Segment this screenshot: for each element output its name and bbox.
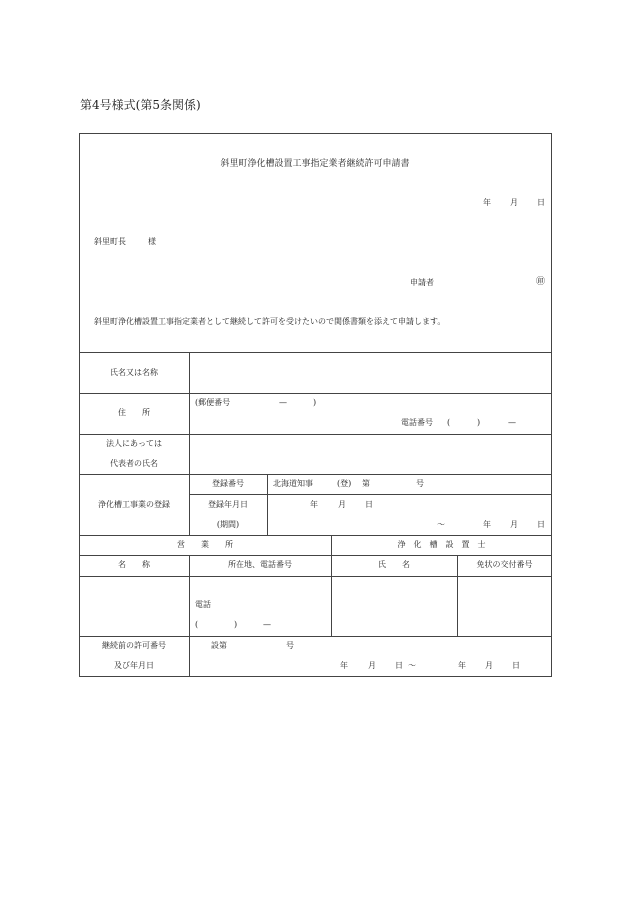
reg-period-day: 日 bbox=[537, 520, 545, 529]
frame-top bbox=[79, 133, 552, 134]
reg-issuer: 北海道知事 bbox=[273, 479, 313, 488]
frame-left bbox=[79, 133, 80, 677]
reg-period-tilde: ～ bbox=[437, 520, 445, 529]
previous-day: 日 bbox=[395, 661, 403, 670]
col-line-previous bbox=[189, 636, 190, 676]
date-year: 年 bbox=[483, 198, 491, 207]
previous-label-1: 継続前の許可番号 bbox=[102, 641, 166, 650]
postal-label: (郵便番号 bbox=[195, 398, 231, 407]
reg-number-label: 登録番号 bbox=[212, 479, 244, 488]
phone-close: ) bbox=[477, 418, 481, 427]
seal-mark: ㊞ bbox=[536, 277, 546, 287]
addressee-name: 斜里町長 bbox=[94, 237, 126, 246]
reg-period-year: 年 bbox=[483, 520, 491, 529]
row-line-2 bbox=[79, 393, 552, 394]
tech-name-header: 氏 名 bbox=[378, 560, 410, 569]
row-line-3 bbox=[79, 434, 552, 435]
previous-end-year: 年 bbox=[458, 661, 466, 670]
previous-go: 号 bbox=[286, 641, 294, 650]
reg-date-label: 登録年月日 bbox=[208, 500, 248, 509]
frame-bottom bbox=[79, 676, 552, 677]
technicians-header: 浄 化 槽 設 置 士 bbox=[397, 540, 486, 549]
phone-open: ( bbox=[447, 418, 451, 427]
address-label: 住 所 bbox=[118, 408, 150, 417]
previous-setsu: 設第 bbox=[211, 641, 227, 650]
reg-month: 月 bbox=[338, 500, 346, 509]
previous-year: 年 bbox=[340, 661, 348, 670]
date-month: 月 bbox=[510, 198, 518, 207]
reg-year: 年 bbox=[310, 500, 318, 509]
previous-label-2: 及び年月日 bbox=[114, 661, 154, 670]
office-phone-dash: — bbox=[263, 620, 271, 629]
reg-period-month: 月 bbox=[510, 520, 518, 529]
row-line-reg-mid bbox=[189, 494, 552, 495]
row-line-1 bbox=[79, 352, 552, 353]
office-location-header: 所在地、電話番号 bbox=[228, 560, 292, 569]
row-line-6 bbox=[79, 555, 552, 556]
offices-header: 営 業 所 bbox=[177, 540, 233, 549]
row-line-4 bbox=[79, 474, 552, 475]
row-line-7 bbox=[79, 576, 552, 577]
reg-day: 日 bbox=[365, 500, 373, 509]
col-line-office-tech bbox=[331, 535, 332, 637]
addressee-honorific: 様 bbox=[148, 237, 156, 246]
tech-license-header: 免状の交付番号 bbox=[476, 560, 533, 569]
office-phone-open: ( bbox=[195, 620, 199, 629]
reg-dai: 第 bbox=[362, 479, 370, 488]
postal-close: ) bbox=[313, 398, 317, 407]
col-line-reg-sub bbox=[267, 474, 268, 535]
applicant-label: 申請者 bbox=[410, 278, 434, 287]
phone-dash: — bbox=[508, 418, 516, 427]
previous-end-day: 日 bbox=[512, 661, 520, 670]
reg-go: 号 bbox=[416, 479, 424, 488]
date-day: 日 bbox=[537, 198, 545, 207]
form-title: 斜里町浄化槽設置工事指定業者継続許可申請書 bbox=[220, 159, 410, 169]
phone-label: 電話番号 bbox=[401, 418, 433, 427]
frame-right bbox=[551, 133, 552, 677]
office-phone-label: 電話 bbox=[195, 600, 211, 609]
name-label: 氏名又は名称 bbox=[110, 368, 158, 377]
previous-tilde: ～ bbox=[408, 661, 416, 670]
office-phone-close: ) bbox=[234, 620, 238, 629]
postal-dash: — bbox=[279, 398, 287, 407]
row-line-5 bbox=[79, 535, 552, 536]
reg-mark: (登) bbox=[337, 479, 352, 488]
previous-month: 月 bbox=[368, 661, 376, 670]
previous-end-month: 月 bbox=[485, 661, 493, 670]
rep-label-1: 法人にあっては bbox=[106, 439, 162, 448]
rep-label-2: 代表者の氏名 bbox=[110, 459, 158, 468]
row-line-8 bbox=[79, 636, 552, 637]
form-number: 第4号様式(第5条関係) bbox=[80, 98, 201, 112]
office-name-header: 名 称 bbox=[118, 560, 150, 569]
statement-text: 斜里町浄化槽設置工事指定業者として継続して許可を受けたいので関係書類を添えて申請します。 bbox=[94, 317, 446, 326]
reg-period-label: (期間) bbox=[216, 520, 240, 529]
registration-label: 浄化槽工事業の登録 bbox=[98, 500, 170, 509]
